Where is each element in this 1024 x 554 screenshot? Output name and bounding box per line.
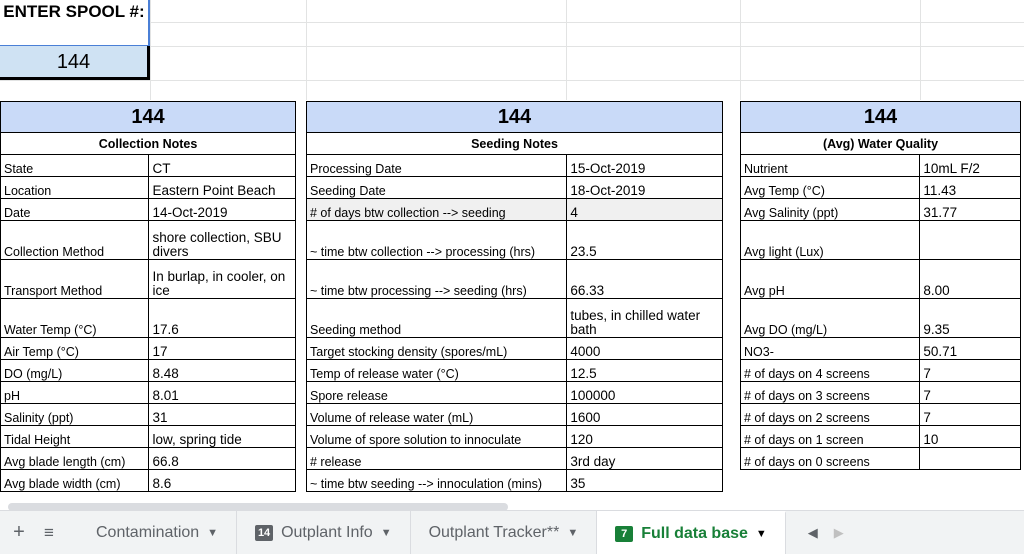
table-cell[interactable]: shore collection, SBU divers [149, 221, 296, 260]
table-cell[interactable]: Air Temp (°C) [1, 338, 149, 360]
table-cell[interactable]: 23.5 [567, 221, 723, 260]
table-cell[interactable]: Tidal Height [1, 426, 149, 448]
table-cell[interactable]: Volume of release water (mL) [307, 404, 567, 426]
tab-label: Contamination [96, 523, 200, 541]
table-cell[interactable]: tubes, in chilled water bath [567, 299, 723, 338]
table-cell[interactable]: 12.5 [567, 360, 723, 382]
table-cell[interactable]: Avg Temp (°C) [741, 177, 920, 199]
caret-down-icon[interactable]: ▼ [380, 526, 392, 539]
table-cell[interactable]: 35 [567, 470, 723, 492]
table-cell[interactable]: In burlap, in cooler, on ice [149, 260, 296, 299]
caret-down-icon[interactable]: ▼ [755, 527, 767, 540]
collection-title[interactable]: Collection Notes [1, 133, 296, 155]
table-cell[interactable]: ~ time btw seeding --> innoculation (mins) [307, 470, 567, 492]
table-cell[interactable]: pH [1, 382, 149, 404]
table-cell[interactable]: # of days on 4 screens [741, 360, 920, 382]
table-cell[interactable]: Location [1, 177, 149, 199]
table-cell[interactable]: Collection Method [1, 221, 149, 260]
table-cell[interactable]: 100000 [567, 382, 723, 404]
table-cell[interactable]: 8.6 [149, 470, 296, 492]
table-cell[interactable]: 9.35 [920, 299, 1021, 338]
table-cell[interactable]: Avg blade length (cm) [1, 448, 149, 470]
scroll-right-icon[interactable]: ▶ [833, 524, 844, 540]
tab-label: Outplant Tracker** [428, 523, 560, 541]
tab-outplant-tracker[interactable] [411, 511, 598, 554]
table-cell[interactable]: 120 [567, 426, 723, 448]
table-cell[interactable]: NO3- [741, 338, 920, 360]
table-cell[interactable]: 66.8 [149, 448, 296, 470]
menu-icon[interactable]: ≡ [44, 522, 54, 542]
water-quality-table [740, 101, 1021, 470]
table-cell[interactable]: 8.00 [920, 260, 1021, 299]
table-cell[interactable]: # of days on 2 screens [741, 404, 920, 426]
table-cell[interactable]: 11.43 [920, 177, 1021, 199]
table-cell[interactable]: Nutrient [741, 155, 920, 177]
tab-label: Outplant Info [281, 523, 373, 541]
seeding-title[interactable]: Seeding Notes [307, 133, 723, 155]
table-cell[interactable]: # of days on 3 screens [741, 382, 920, 404]
table-cell[interactable]: # of days on 1 screen [741, 426, 920, 448]
table-cell[interactable]: 3rd day [567, 448, 723, 470]
table-cell[interactable]: Salinity (ppt) [1, 404, 149, 426]
table-cell[interactable]: 31.77 [920, 199, 1021, 221]
table-cell[interactable]: # of days btw collection --> seeding [307, 199, 567, 221]
table-cell[interactable]: CT [149, 155, 296, 177]
seeding-notes-table [306, 101, 723, 492]
tab-badge: 14 [255, 525, 273, 541]
table-cell[interactable]: 15-Oct-2019 [567, 155, 723, 177]
table-cell[interactable]: 14-Oct-2019 [149, 199, 296, 221]
table-cell[interactable]: 7 [920, 382, 1021, 404]
table-cell[interactable]: State [1, 155, 149, 177]
table-cell[interactable]: 1600 [567, 404, 723, 426]
table-cell[interactable] [920, 448, 1021, 470]
table-cell[interactable]: 4000 [567, 338, 723, 360]
table-cell[interactable]: 50.71 [920, 338, 1021, 360]
table-cell[interactable]: 10 [920, 426, 1021, 448]
seeding-spool-number[interactable]: 144 [307, 102, 723, 133]
plus-icon[interactable]: + [13, 521, 25, 543]
table-cell[interactable]: 8.48 [149, 360, 296, 382]
table-cell[interactable]: Seeding method [307, 299, 567, 338]
collection-spool-number[interactable]: 144 [1, 102, 296, 133]
table-cell[interactable]: Temp of release water (°C) [307, 360, 567, 382]
spool-label: ENTER SPOOL #: [0, 0, 150, 46]
table-cell[interactable]: Avg Salinity (ppt) [741, 199, 920, 221]
table-cell[interactable]: Avg pH [741, 260, 920, 299]
table-cell[interactable]: Date [1, 199, 149, 221]
table-cell[interactable]: Eastern Point Beach [149, 177, 296, 199]
table-cell[interactable]: 7 [920, 404, 1021, 426]
tab-label: Full data base [641, 524, 748, 542]
caret-down-icon[interactable]: ▼ [207, 526, 219, 539]
spool-input-cell[interactable]: 144 [0, 46, 150, 80]
table-cell[interactable]: Target stocking density (spores/mL) [307, 338, 567, 360]
table-cell[interactable]: # of days on 0 screens [741, 448, 920, 470]
table-cell[interactable] [920, 221, 1021, 260]
table-cell[interactable]: Transport Method [1, 260, 149, 299]
water-spool-number[interactable]: 144 [741, 102, 1021, 133]
tab-outplant-info[interactable] [237, 511, 411, 554]
table-cell[interactable]: 17.6 [149, 299, 296, 338]
table-cell[interactable]: ~ time btw processing --> seeding (hrs) [307, 260, 567, 299]
table-cell[interactable]: 66.33 [567, 260, 723, 299]
scroll-left-icon[interactable]: ◀ [807, 524, 818, 540]
table-cell[interactable]: # release [307, 448, 567, 470]
table-cell[interactable]: Seeding Date [307, 177, 567, 199]
table-cell[interactable]: Volume of spore solution to innoculate [307, 426, 567, 448]
table-cell[interactable]: 17 [149, 338, 296, 360]
table-cell[interactable]: 18-Oct-2019 [567, 177, 723, 199]
caret-down-icon[interactable]: ▼ [567, 526, 579, 539]
table-cell[interactable]: ~ time btw collection --> processing (hrs) [307, 221, 567, 260]
table-cell[interactable]: 4 [567, 199, 723, 221]
table-cell[interactable]: 31 [149, 404, 296, 426]
table-cell[interactable]: 10mL F/2 [920, 155, 1021, 177]
table-cell[interactable]: Avg blade width (cm) [1, 470, 149, 492]
table-cell[interactable]: 7 [920, 360, 1021, 382]
tab-badge: 7 [615, 526, 633, 542]
water-title[interactable]: (Avg) Water Quality [741, 133, 1021, 155]
table-cell[interactable]: Spore release [307, 382, 567, 404]
table-cell[interactable]: Avg light (Lux) [741, 221, 920, 260]
tab-contamination[interactable] [78, 511, 237, 554]
table-cell[interactable]: DO (mg/L) [1, 360, 149, 382]
sheet-tab-bar [0, 510, 1024, 554]
tab-full-data-base[interactable] [597, 511, 786, 554]
table-cell[interactable]: Avg DO (mg/L) [741, 299, 920, 338]
table-cell[interactable]: low, spring tide [149, 426, 296, 448]
table-cell[interactable]: Processing Date [307, 155, 567, 177]
collection-notes-table [0, 101, 296, 492]
table-cell[interactable]: Water Temp (°C) [1, 299, 149, 338]
table-cell[interactable]: 8.01 [149, 382, 296, 404]
